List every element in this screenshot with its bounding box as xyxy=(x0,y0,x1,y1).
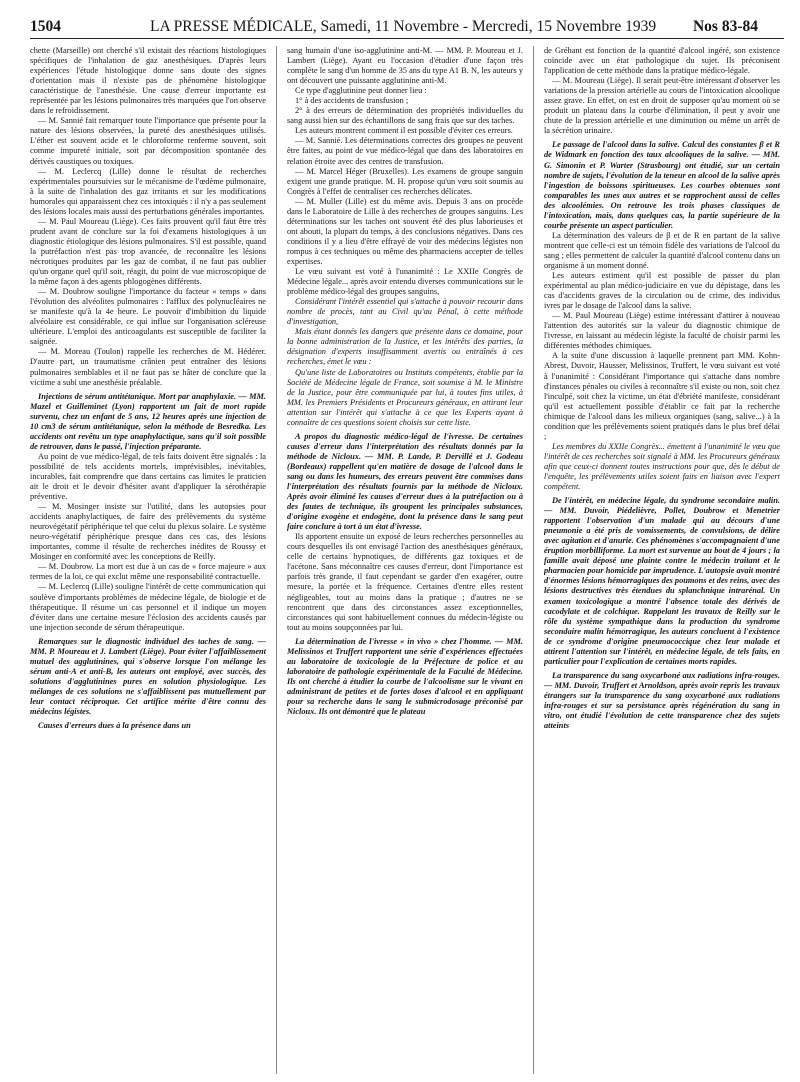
column-divider xyxy=(276,46,277,1074)
paragraph: Mais étant donnés les dangers que présente dans ce domaine, pour la bonne administration de la Justice, et les intérêts des parties, la désignation d'experts insuffisamment avertis ou entraînés à ces recherches, émet le vœu : xyxy=(286,327,523,367)
paragraph: — M. Doubrow souligne l'importance du facteur « temps » dans l'évolution des alvéolites pulmonaires : l'afflux des polynucléaires ne se manifeste qu'à la 4e heure. Le pouvoir d'imbibition du liquide alvéolaire est considérable, ce qui influe sur l'organisation scléreuse ultérieure. L'emploi des anticoagulants est susceptible de faciliter la saignée. xyxy=(30,287,267,347)
section-heading: Le passage de l'alcool dans la salive. Calcul des constantes β et R de Widmark en fonction des taux alcooliques de la salive. — MM. G. Simonin et P. Warter (Strasbourg) ont étudié, sur un certain nombre de sujets, l'évolution de la teneur en alcool de la salive après l'ingestion de boissons spiritueuses. Les courbes obtenues sont comparables les unes aux autres et se rapprochent aussi de celles des alcoolémies. On retrouve les trois phases classiques de l'intoxication, mais, dans quelques cas, la partie supérieure de la courbe présente un aspect particulier. xyxy=(543,140,780,230)
paragraph: chette (Marseille) ont cherché s'il existait des réactions histologiques spécifiques de l'inhalation de gaz anesthésiques. D'après leurs expériences l'étude histologique donne sans doute des signes d'orientation mais il n'existe pas de phénomène histologique caractéristique de l'anesthésie. Une cause d'erreur importante est représentée par les lésions pulmonaires très marquées que l'on observe dans le refroidissement. xyxy=(30,46,267,116)
paragraph: A la suite d'une discussion à laquelle prennent part MM. Kohn-Abrest, Duvoir, Hausser, Melissinos, Truffert, le vœu suivant est voté à l'unanimité : Considérant l'importance qui s'attache dans nombre d'instances pénales ou civiles à reconnaître s'il existe ou non, soit chez l'inculpé, soit chez la victime, un état d'ébriété manifeste, considérant qu'il est actuellement possible d'établir ce fait par la recherche chimique de l'alcool dans les milieux organiques (sang, salive...) à la condition que les prélèvements soient pratiqués dans le plus bref délai ; xyxy=(543,351,780,441)
paragraph: de Gréhant est fonction de la quantité d'alcool ingéré, son existence coïncide avec un état pathologique du sujet. Ils préconisent l'application de cette méthode dans la pratique médico-légale. xyxy=(543,46,780,76)
section-heading: A propos du diagnostic médico-légal de l'ivresse. De certaines causes d'erreur dans l'interprétation des résultats donnés par la méthode de Nicloux. — MM. P. Lande, P. Dervillé et J. Godeau (Bordeaux) rappellent qu'en matière de dosage de l'alcool dans le sang ou dans les humeurs, des erreurs peuvent être commises dans l'interprétation des résultats fournis par la méthode de Nicloux. Après avoir éliminé les causes d'erreur dues à la putréfaction ou à des fautes de technique, ils groupent les principales substances, d'origine exogène et endogène, dont la présence dans le sang peut faire conclure à tort à un état d'ivresse. xyxy=(286,431,523,532)
paragraph: — M. Muller (Lille) est du même avis. Depuis 3 ans on procède dans le Laboratoire de Lille à des recherches de groupes sanguins. Les déterminations sur les taches ont souvent été des plus laborieuses et ont abouti, la plupart du temps, à des conclusions négatives. Dans ces conditions il y a lieu d'être effrayé de voir des médecins légistes non rompus à ces techniques ou même des pharmaciens accepter de telles expertises. xyxy=(286,196,523,266)
paragraph: — M. Leclercq (Lille) souligne l'intérêt de cette communication qui soulève d'importants problèmes de médecine légale, de biologie et de thérapeutique. Il résume un cas personnel et il indique un moyen d'éviter dans une certaine mesure l'éclosion des accidents causés par une injection seconde de sérum thérapeutique. xyxy=(30,582,267,632)
paragraph: — M. Doubrow. La mort est due à un cas de « force majeure » aux termes de la loi, ce qui exclut même une responsabilité contractuelle. xyxy=(30,562,267,582)
paragraph: — M. Mosinger insiste sur l'utilité, dans les autopsies pour accidents anaphylactiques, de faire des prélèvements du système neurovégétatif périphérique tel que celui du plexus solaire. Le système neuro-végétatif périphérique presque dans ces cas, des lésions importantes, comme il résulte de recherches inédites de Roussy et Mosinger en conformité avec les conceptions de Reilly. xyxy=(30,502,267,562)
paragraph: — M. Leclercq (Lille) donne le résultat de recherches expérimentales poursuivies sur le mécanisme de l'œdème pulmonaire, à la suite de l'inhalation des gaz irritants et sur les modifications humorales qui apparaissent chez ces intoxiqués : il n'y a pas seulement des lésions locales mais aussi des perturbations générales importantes. xyxy=(30,166,267,216)
paragraph: — M. Moreau (Toulon) rappelle les recherches de M. Hédérer. D'autre part, un traumatisme crânien peut entraîner des lésions pulmonaires semblables et il ne faut pas se hâter de conclure que la victime a subi une anesthésie préalable. xyxy=(30,347,267,387)
paragraph: — M. Moureau (Liège). Il serait peut-être intéressant d'observer les variations de la pression artérielle au cours de l'intoxication alcoolique assez grave. En effet, on est en droit de supposer qu'au moment où se produit un plateau dans la courbe d'élimination, il peut y avoir une chute de la pression artérielle et une diminution ou même un arrêt de la sécrétion urinaire. xyxy=(543,76,780,136)
column-1 xyxy=(30,46,266,1074)
column-3 xyxy=(544,46,780,1074)
paragraph: 1° à des accidents de transfusion ; xyxy=(294,96,409,106)
header-rule xyxy=(30,38,784,39)
paragraph: Les auteurs montrent comment il est possible d'éviter ces erreurs. xyxy=(294,126,513,136)
paragraph: — M. Paul Moureau (Liège) estime intéressant d'attirer à nouveau l'attention des autorités sur la valeur du diagnostic chimique de l'ivresse, en laissant au médecin légiste la faculté de choisir parmi les différentes méthodes chimiques. xyxy=(543,311,780,351)
section-heading: Injections de sérum antitétanique. Mort par anaphylaxie. — MM. Mazel et Guilleminet (Lyon) rapportent un fait de mort rapide survenu, chez un enfant de 5 ans, 12 heures après une injection de 10 cm3 de sérum antitétanique, selon la méthode de Besredka. Les accidents ont revêtu un type anaphylactique, sans qu'il soit possible de retrouver, dans le passé, l'injection préparante. xyxy=(30,391,267,451)
column-2 xyxy=(287,46,523,1074)
paragraph: sang humain d'une iso-agglutinine anti-M. — MM. P. Moureau et J. Lambert (Liège). Ayant eu l'occasion d'étudier d'une façon très complète le sang d'un homme de 35 ans du type A1 B. N, les auteurs y ont découvert une puissante agglutinine anti-M. xyxy=(286,46,523,86)
paragraph: Ils apportent ensuite un exposé de leurs recherches personnelles au cours desquelles ils ont envisagé l'action des anesthésiques généraux, celle de certains hypnotiques, de différents gaz toxiques et de l'acétone. Sans méconnaître ces causes d'erreur, dont l'importance est parfois très grande, il faut cependant se garder d'en exagérer, outre mesure, la portée et la fréquence. Certaines d'entre elles restent négligeables, tout au moins dans la pratique ; d'autres ne se rencontrent que dans des circonstances assez exceptionnelles, circonstances qui sont habituellement connues du médecin-légiste ou tout au moins soupçonnées par lui. xyxy=(286,532,523,632)
paragraph: Le vœu suivant est voté à l'unanimité : Le XXIIe Congrès de Médecine légale... après avoir entendu diverses communications sur le problème médico-légal des groupes sanguins, xyxy=(286,267,523,297)
section-heading: De l'intérêt, en médecine légale, du syndrome secondaire malin. — MM. Duvoir, Piédelièvre, Pollet, Doubrow et Menetrier rapportent l'observation d'un malade qui au décours d'une pneumonie a été pris de vomissements, de convulsions, de délire avec agitation et d'anurie. Ces phénomènes s'accompagnaient d'une éruption morbilliforme. La mort est survenue au bout de 4 jours ; la famille avait déposé une plainte contre le médecin traitant et le pharmacien pour homicide par imprudence. L'autopsie avait montré d'énormes lésions hémorragiques des poumons et des reins, avec des lésions destructives très étendues du splanchnique intrarénal. Un examen toxicologique a montré l'absence totale des dérivés de cacodylate et de colchique. Rappelant les travaux de Reilly sur le rôle du système sympathique dans la production du syndrome secondaire malin hémorragique, les auteurs concluent à l'existence de ce syndrome d'origine pneumococcique chez leur malade et attirent l'attention sur l'intérêt, en médecine légale, de tels faits, en particulier pour l'explication de certaines morts rapides. xyxy=(543,496,780,666)
paragraph: 2° à des erreurs de détermination des propriétés individuelles du sang aussi bien sur des échantillons de sang frais que sur des taches. xyxy=(286,106,523,126)
paragraph: Les auteurs estiment qu'il est possible de passer du plan expérimental au plan médico-judiciaire en vue du dépistage, dans les cas d'accidents graves de la circulation ou de crime, des individus ivres par le dosage de l'alcool dans la salive. xyxy=(543,271,780,311)
paragraph: — M. Paul Moureau (Liège). Ces faits prouvent qu'il faut être très prudent avant de conclure sur la foi d'examens histologiques à un diagnostic étiologique des lésions pulmonaires. S'il est possible, quand la putréfaction n'est pas trop avancée, de reconnaître les lésions nécrotiques produites par les gaz de combat, il ne faut pas oublier qu'un organe quel qu'il soit, réagit, du point de vue microscopique de la même façon à des agents phlogogènes différents. xyxy=(30,216,267,287)
paragraph: — M. Sannié. Les déterminations correctes des groupes ne peuvent être faites, au point de vue médico-légal que dans des laboratoires en relation étroite avec des centres de transfusion. xyxy=(286,136,523,166)
paragraph: Considérant l'intérêt essentiel qui s'attache à pouvoir recourir dans nombre de procès, tant au Civil qu'au Pénal, à cette méthode d'investigation, xyxy=(286,297,523,327)
column-divider xyxy=(533,46,534,1074)
paragraph: Ce type d'agglutinine peut donner lieu : xyxy=(294,86,427,96)
section-heading: Remarques sur le diagnostic individuel des taches de sang. — MM. P. Moureau et J. Lambert (Liège). Pour éviter l'affaiblissement mutuel des agglutinines, qui s'observe lorsque l'on mélange les sérum anti-A et anti-B, les auteurs ont employé, avec succès, des solutions d'agglutinines pures en solution physiologique. Les mélanges de ces solutions ne s'affaiblissent pas mutuellement par leur contact réciproque. Cet artifice mérite d'être connu des médecins légistes. xyxy=(30,636,267,717)
paragraph: Au point de vue médico-légal, de tels faits doivent être signalés : la possibilité de tels accidents mortels, imprévisibles, inévitables, incurables, fait comprendre que dans certains cas limites le praticien ait le droit et le devoir d'hésiter avant d'appliquer la sérothérapie préventive. xyxy=(30,451,267,502)
paragraph: La détermination des valeurs de β et de R en partant de la salive montrent que celle-ci est un témoin fidèle des variations de l'alcool du sang ; elles permettent de calculer la quantité d'alcool contenu dans un organisme à un moment donné. xyxy=(543,230,780,270)
paragraph: Les membres du XXIIe Congrès... émettent à l'unanimité le vœu que l'intérêt de ces recherches soit signalé à MM. les Procureurs généraux afin que ceux-ci donnent toutes instructions pour que, dès le début de l'enquête, les prélèvements utiles soient faits en liaison avec l'expert compétent. xyxy=(543,441,780,492)
masthead: LA PRESSE MÉDICALE, Samedi, 11 Novembre - Mercredi, 15 Novembre 1939 xyxy=(150,18,657,35)
paragraph: — M. Marcel Héger (Bruxelles). Les examens de groupe sanguin exigent une grande pratique. M. H. propose qu'un vœu soit soumis au Congrès à l'effet de centraliser ces recherches délicates. xyxy=(286,166,523,196)
page-header xyxy=(30,18,786,40)
section-heading: La transparence du sang oxycarboné aux radiations infra-rouges. — MM. Duvoir, Truffert et Arnoldson, après avoir repris les travaux étrangers sur la transparence du sang oxycarboné aux radiations infra-rouges et sur sa persistance après régénération du sang in vitro, ont étudié l'évolution de cette transparence chez des sujets atteints xyxy=(543,670,780,731)
paragraph: Qu'une liste de Laboratoires ou Instituts compétents, établie par la Société de Médecine légale de France, soit soumise à M. le Ministre de la Justice, pour être communiquée par lui, à toutes fins utiles, à MM. les Premiers Présidents et Procureurs généraux, en attirant leur attention sur l'intérêt qui s'attache à ce que les Experts ayant à connaître de ces questions soient choisis sur cette liste. xyxy=(286,367,523,427)
issue-number: Nos 83-84 xyxy=(692,18,758,35)
paragraph: — M. Sannié fait remarquer toute l'importance que présente pour la nature des lésions observées, la pureté des anesthésiques utilisés. L'éther est souvent acide et le chloroforme renferme souvent, soit comme impureté initiale, soit par décomposition spontanée des dérivés caustiques ou toxiques. xyxy=(30,116,267,166)
section-heading: Causes d'erreurs dues à la présence dans un xyxy=(38,721,191,731)
section-heading: La détermination de l'ivresse « in vivo » chez l'homme. — MM. Melissinos et Truffert rapportent une série d'expériences effectuées au laboratoire de toxicologie de la Préfecture de police et au laboratoire de pathologie expérimentale de la Faculté de Médecine. Ils ont cherché à étudier la courbe de l'alcoolisme sur le vivant en administrant de petites et de fortes doses d'alcool et en appliquant pour sa recherche dans le sang le submicrodosage préconisé par Nicloux. Ils ont démontré que le plateau xyxy=(286,636,523,717)
article-columns xyxy=(30,46,780,1074)
page-number: 1504 xyxy=(30,18,61,35)
